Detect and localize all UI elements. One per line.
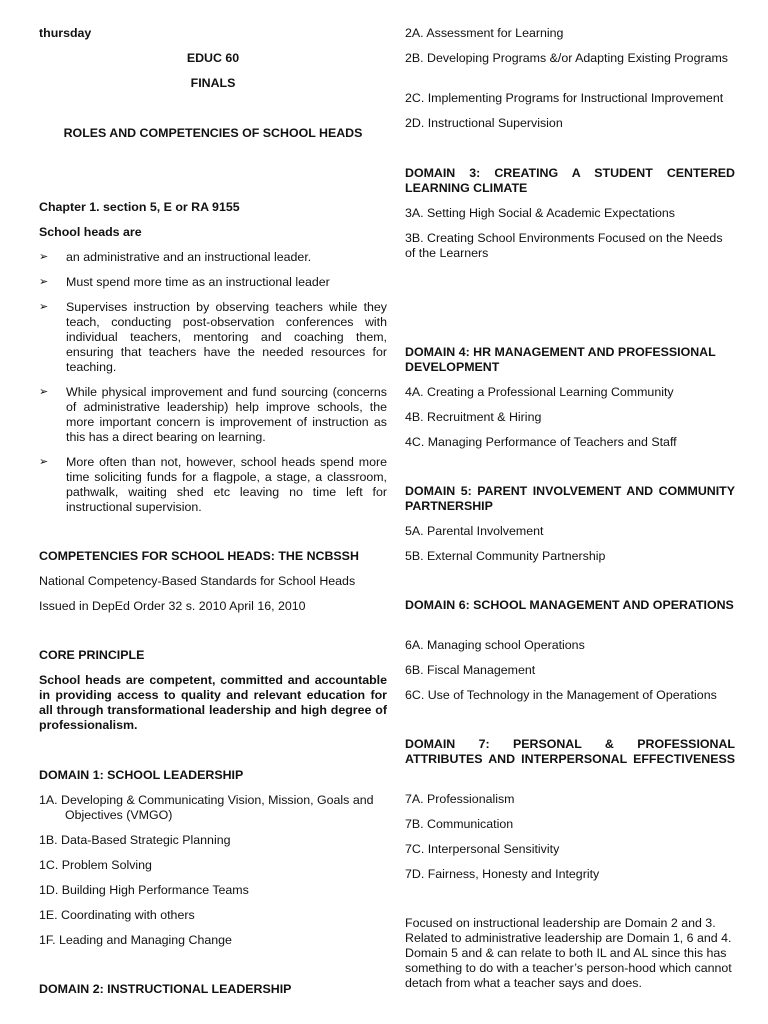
chapter-reference: Chapter 1. section 5, E or RA 9155 (39, 200, 240, 214)
domain6-item: 6C. Use of Technology in the Management of Operations (405, 688, 717, 702)
ncbssh-full-name: National Competency-Based Standards for School Heads (39, 574, 356, 588)
domain7-item: 7C. Interpersonal Sensitivity (405, 842, 560, 856)
domain4-item: 4B. Recruitment & Hiring (405, 410, 542, 424)
bullet-arrow-icon: ➢ (39, 251, 49, 263)
bullet-text: While physical improvement and fund sourcing (concerns of administrative leadership) help improve schools, the more important concern is improvement of instruction as this has a direct bearing on learning. (66, 385, 387, 444)
bullet-text: Supervises instruction by observing teachers while they teach, conducting post-observation conferences with individual teachers, mentoring and coaching them, ensuring that teachers have the needed resources for teaching. (66, 300, 387, 374)
domain1-item: 1D. Building High Performance Teams (39, 883, 249, 897)
domain7-heading: DOMAIN 7: PERSONAL & PROFESSIONAL ATTRIBUTES AND INTERPERSONAL EFFECTIVENESS (405, 737, 735, 766)
domain7-item: 7A. Professionalism (405, 792, 515, 806)
domain1-item: 1F. Leading and Managing Change (39, 933, 232, 947)
competencies-heading: COMPETENCIES FOR SCHOOL HEADS: THE NCBSSH (39, 549, 359, 563)
domain2-item: 2B. Developing Programs &/or Adapting Existing Programs (405, 51, 729, 65)
domain2-heading: DOMAIN 2: INSTRUCTIONAL LEADERSHIP (39, 982, 292, 996)
core-principle-text: School heads are competent, committed and accountable in providing access to quality and relevant education for all through transformational leadership and high degree of professionalism. (39, 673, 387, 732)
domain4-item: 4A. Creating a Professional Learning Community (405, 385, 674, 399)
domain3-item: 3A. Setting High Social & Academic Expectations (405, 206, 675, 220)
domain1-item: 1A. Developing & Communicating Vision, Mission, Goals and Objectives (VMGO) (39, 793, 374, 822)
domain6-heading: DOMAIN 6: SCHOOL MANAGEMENT AND OPERATIONS (405, 598, 734, 612)
bullet-text: Must spend more time as an instructional leader (66, 275, 330, 289)
domain4-heading: DOMAIN 4: HR MANAGEMENT AND PROFESSIONAL DEVELOPMENT (405, 345, 716, 374)
core-principle-heading: CORE PRINCIPLE (39, 648, 145, 662)
domain7-item: 7D. Fairness, Honesty and Integrity (405, 867, 600, 881)
domain1-item: 1B. Data-Based Strategic Planning (39, 833, 231, 847)
domain6-item: 6A. Managing school Operations (405, 638, 585, 652)
summary-paragraph: Focused on instructional leadership are Domain 2 and 3. Related to administrative leadership are Domain 1, 6 and 4. Domain 5 and & can relate to both IL and AL since this has something to do with a teacher’s person-hood which cannot detach from what a teacher says and does. (405, 916, 732, 990)
domain1-item: 1E. Coordinating with others (39, 908, 195, 922)
domain2-item: 2C. Implementing Programs for Instructional Improvement (405, 91, 724, 105)
course-code: EDUC 60 (186, 51, 240, 65)
domain2-item: 2A. Assessment for Learning (405, 26, 564, 40)
bullet-arrow-icon: ➢ (39, 456, 49, 468)
bullet-item (39, 455, 387, 515)
school-heads-intro: School heads are (39, 225, 142, 239)
domain7-item: 7B. Communication (405, 817, 514, 831)
domain1-heading: DOMAIN 1: SCHOOL LEADERSHIP (39, 768, 244, 782)
domain5-heading: DOMAIN 5: PARENT INVOLVEMENT AND COMMUNITY PARTNERSHIP (405, 484, 735, 513)
domain3-heading: DOMAIN 3: CREATING A STUDENT CENTERED LEARNING CLIMATE (405, 166, 735, 195)
domain5-item: 5A. Parental Involvement (405, 524, 544, 538)
bullet-arrow-icon: ➢ (39, 386, 49, 398)
day-label: thursday (39, 26, 92, 40)
bullet-item (39, 300, 387, 375)
domain4-item: 4C. Managing Performance of Teachers and Staff (405, 435, 677, 449)
bullet-arrow-icon: ➢ (39, 276, 49, 288)
bullet-text: More often than not, however, school heads spend more time soliciting funds for a flagpole, a stage, a classroom, pathwalk, waiting shed etc leaving no time left for instructional supervision. (66, 455, 387, 514)
issued-line: Issued in DepEd Order 32 s. 2010 April 16, 2010 (39, 599, 306, 613)
bullet-item (39, 250, 387, 265)
exam-label: FINALS (190, 76, 236, 90)
bullet-arrow-icon: ➢ (39, 301, 49, 313)
page-title: ROLES AND COMPETENCIES OF SCHOOL HEADS (63, 126, 363, 140)
domain3-item: 3B. Creating School Environments Focused on the Needs of the Learners (405, 231, 723, 260)
domain1-item: 1C. Problem Solving (39, 858, 152, 872)
domain6-item: 6B. Fiscal Management (405, 663, 536, 677)
bullet-item (39, 385, 387, 445)
bullet-text: an administrative and an instructional leader. (66, 250, 312, 264)
domain2-item: 2D. Instructional Supervision (405, 116, 563, 130)
bullet-item (39, 275, 387, 290)
domain5-item: 5B. External Community Partnership (405, 549, 606, 563)
